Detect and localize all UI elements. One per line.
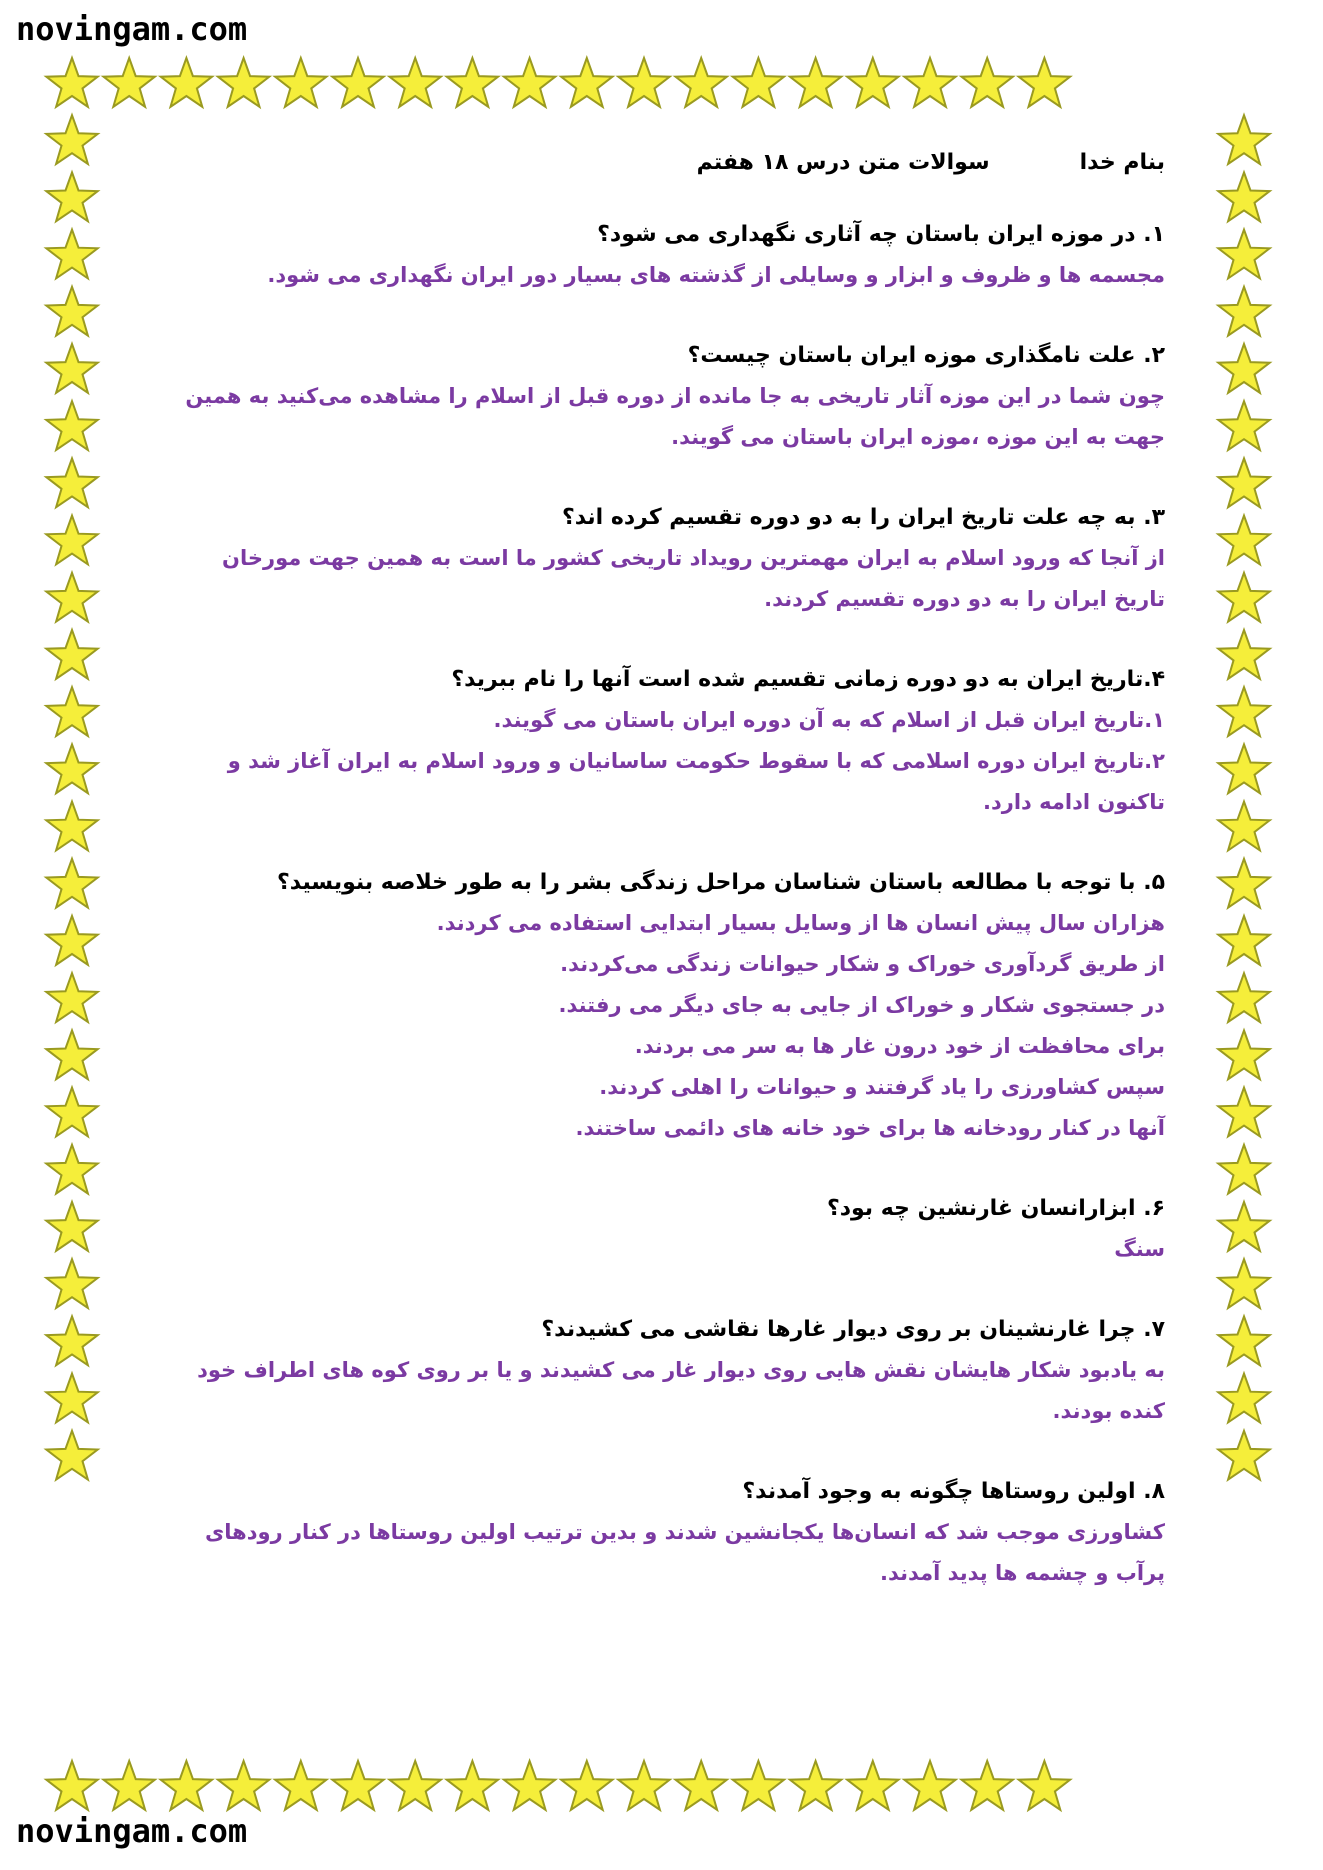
star-icon (1218, 1030, 1269, 1079)
star-icon (46, 401, 97, 450)
star-icon (390, 1761, 441, 1810)
star-icon (1218, 287, 1269, 336)
answer-line: به یادبود شکار هایشان نقش هایی روی دیوار غار می کشیدند و یا بر روی کوه های اطراف خود (197, 1358, 1165, 1382)
star-icon (218, 58, 269, 107)
question-text: ۷. چرا غارنشینان بر روی دیوار غارها نقاشی می کشیدند؟ (541, 1317, 1165, 1342)
question-block (175, 1310, 1165, 1432)
star-icon (390, 58, 441, 107)
star-icon (504, 1761, 555, 1810)
star-icon (1218, 458, 1269, 507)
question-block (175, 498, 1165, 620)
answer-line: آنها در کنار رودخانه ها برای خود خانه های دائمی ساختند. (575, 1116, 1165, 1140)
star-icon (46, 1202, 97, 1251)
star-icon (847, 58, 898, 107)
answer-line: جهت به این موزه ،موزه ایران باستان می گویند. (671, 425, 1165, 449)
star-icon (218, 1761, 269, 1810)
star-icon (1218, 115, 1269, 164)
star-icon (904, 58, 955, 107)
star-icon (46, 916, 97, 965)
star-icon (1218, 573, 1269, 622)
star-icon (46, 287, 97, 336)
star-icon (1218, 973, 1269, 1022)
star-icon (1019, 58, 1070, 107)
answer-line: تاکنون ادامه دارد. (983, 790, 1165, 814)
answer-line: مجسمه ها و ظروف و ابزار و وسایلی از گذشته های بسیار دور ایران نگهداری می شود. (267, 263, 1165, 287)
question-block (175, 1189, 1165, 1270)
star-icon (46, 1431, 97, 1480)
star-icon (46, 516, 97, 565)
answer-line: چون شما در این موزه آثار تاریخی به جا مانده از دوره قبل از اسلام را مشاهده می‌کنید به همین (185, 384, 1165, 408)
star-icon (962, 58, 1013, 107)
star-icon (618, 58, 669, 107)
question-text: ۱. در موزه ایران باستان چه آثاری نگهداری می شود؟ (597, 222, 1165, 247)
answer-line: سپس کشاورزی را یاد گرفتند و حیوانات را اهلی کردند. (599, 1075, 1165, 1099)
question-text: ۶. ابزارانسان غارنشین چه بود؟ (826, 1196, 1165, 1221)
star-icon (332, 58, 383, 107)
star-icon (504, 58, 555, 107)
star-icon (1218, 172, 1269, 221)
page-title: سوالات متن درس ۱۸ هفتم (696, 150, 990, 175)
star-icon (46, 1259, 97, 1308)
question-block (175, 660, 1165, 823)
star-icon (561, 1761, 612, 1810)
question-list (175, 215, 1165, 1594)
bismillah-heading: بنام خدا (1079, 150, 1165, 175)
star-icon (161, 58, 212, 107)
star-icon (104, 1761, 155, 1810)
question-text: ۴.تاریخ ایران به دو دوره زمانی تقسیم شده است آنها را نام ببرید؟ (451, 667, 1165, 692)
answer-line: ۱.تاریخ ایران قبل از اسلام که به آن دوره ایران باستان می گویند. (493, 708, 1165, 732)
star-icon (46, 859, 97, 908)
star-icon (1218, 1145, 1269, 1194)
page-header (175, 150, 1165, 175)
star-icon (676, 58, 727, 107)
question-text: ۲. علت نامگذاری موزه ایران باستان چیست؟ (687, 343, 1165, 368)
star-icon (1218, 1374, 1269, 1423)
answer-line: کنده بودند. (1052, 1399, 1165, 1423)
answer-line: تاریخ ایران را به دو دوره تقسیم کردند. (764, 587, 1165, 611)
star-icon (1218, 802, 1269, 851)
star-icon (676, 1761, 727, 1810)
star-icon (733, 1761, 784, 1810)
star-icon (275, 1761, 326, 1810)
star-icon (1218, 744, 1269, 793)
star-icon (46, 1374, 97, 1423)
question-block (175, 1472, 1165, 1594)
star-icon (46, 573, 97, 622)
star-icon (962, 1761, 1013, 1810)
star-icon (46, 1030, 97, 1079)
answer-line: پرآب و چشمه ها پدید آمدند. (880, 1561, 1165, 1585)
star-icon (46, 458, 97, 507)
star-icon (1218, 516, 1269, 565)
star-icon (1218, 344, 1269, 393)
star-icon (1019, 1761, 1070, 1810)
star-icon (1218, 1316, 1269, 1365)
star-icon (1218, 230, 1269, 279)
star-icon (904, 1761, 955, 1810)
star-icon (1218, 916, 1269, 965)
star-icon (46, 802, 97, 851)
answer-line: از آنجا که ورود اسلام به ایران مهمترین رویداد تاریخی کشور ما است به همین جهت مورخان (222, 546, 1165, 570)
star-icon (847, 1761, 898, 1810)
star-icon (275, 58, 326, 107)
question-text: ۳. به چه علت تاریخ ایران را به دو دوره تقسیم کرده اند؟ (561, 505, 1165, 530)
star-icon (46, 58, 97, 107)
star-icon (332, 1761, 383, 1810)
star-icon (1218, 401, 1269, 450)
watermark-top: novingam.com (16, 10, 248, 48)
star-icon (1218, 1431, 1269, 1480)
question-block (175, 336, 1165, 458)
question-block (175, 863, 1165, 1149)
answer-line: برای محافظت از خود درون غار ها به سر می بردند. (634, 1034, 1165, 1058)
star-icon (46, 630, 97, 679)
star-icon (1218, 1088, 1269, 1137)
star-icon (46, 744, 97, 793)
star-icon (46, 230, 97, 279)
star-icon (46, 1145, 97, 1194)
document-body (175, 150, 1165, 1634)
star-icon (46, 1088, 97, 1137)
answer-line: ۲.تاریخ ایران دوره اسلامی که با سقوط حکومت ساسانیان و ورود اسلام به ایران آغاز شد و (227, 749, 1165, 773)
star-icon (46, 1316, 97, 1365)
star-icon (46, 973, 97, 1022)
star-icon (46, 115, 97, 164)
answer-line: از طریق گردآوری خوراک و شکار حیوانات زندگی می‌کردند. (560, 952, 1165, 976)
star-icon (1218, 859, 1269, 908)
star-icon (1218, 687, 1269, 736)
star-icon (46, 1761, 97, 1810)
question-block (175, 215, 1165, 296)
star-icon (1218, 1259, 1269, 1308)
star-icon (790, 58, 841, 107)
question-text: ۵. با توجه با مطالعه باستان شناسان مراحل زندگی بشر را به طور خلاصه بنویسید؟ (276, 870, 1165, 895)
answer-line: هزاران سال پیش انسان ها از وسایل بسیار ابتدایی استفاده می کردند. (436, 911, 1165, 935)
star-icon (1218, 1202, 1269, 1251)
star-icon (790, 1761, 841, 1810)
question-text: ۸. اولین روستاها چگونه به وجود آمدند؟ (742, 1479, 1165, 1504)
answer-line: کشاورزی موجب شد که انسان‌ها یکجانشین شدند و بدین ترتیب اولین روستاها در کنار رودهای (205, 1520, 1165, 1544)
watermark-bottom: novingam.com (16, 1812, 248, 1850)
star-icon (46, 687, 97, 736)
answer-line: در جستجوی شکار و خوراک از جایی به جای دیگر می رفتند. (558, 993, 1165, 1017)
star-icon (447, 1761, 498, 1810)
star-icon (561, 58, 612, 107)
star-icon (46, 172, 97, 221)
star-icon (447, 58, 498, 107)
star-icon (1218, 630, 1269, 679)
star-icon (46, 344, 97, 393)
answer-line: سنگ (1114, 1237, 1165, 1261)
star-icon (733, 58, 784, 107)
star-icon (104, 58, 155, 107)
star-icon (618, 1761, 669, 1810)
star-icon (161, 1761, 212, 1810)
